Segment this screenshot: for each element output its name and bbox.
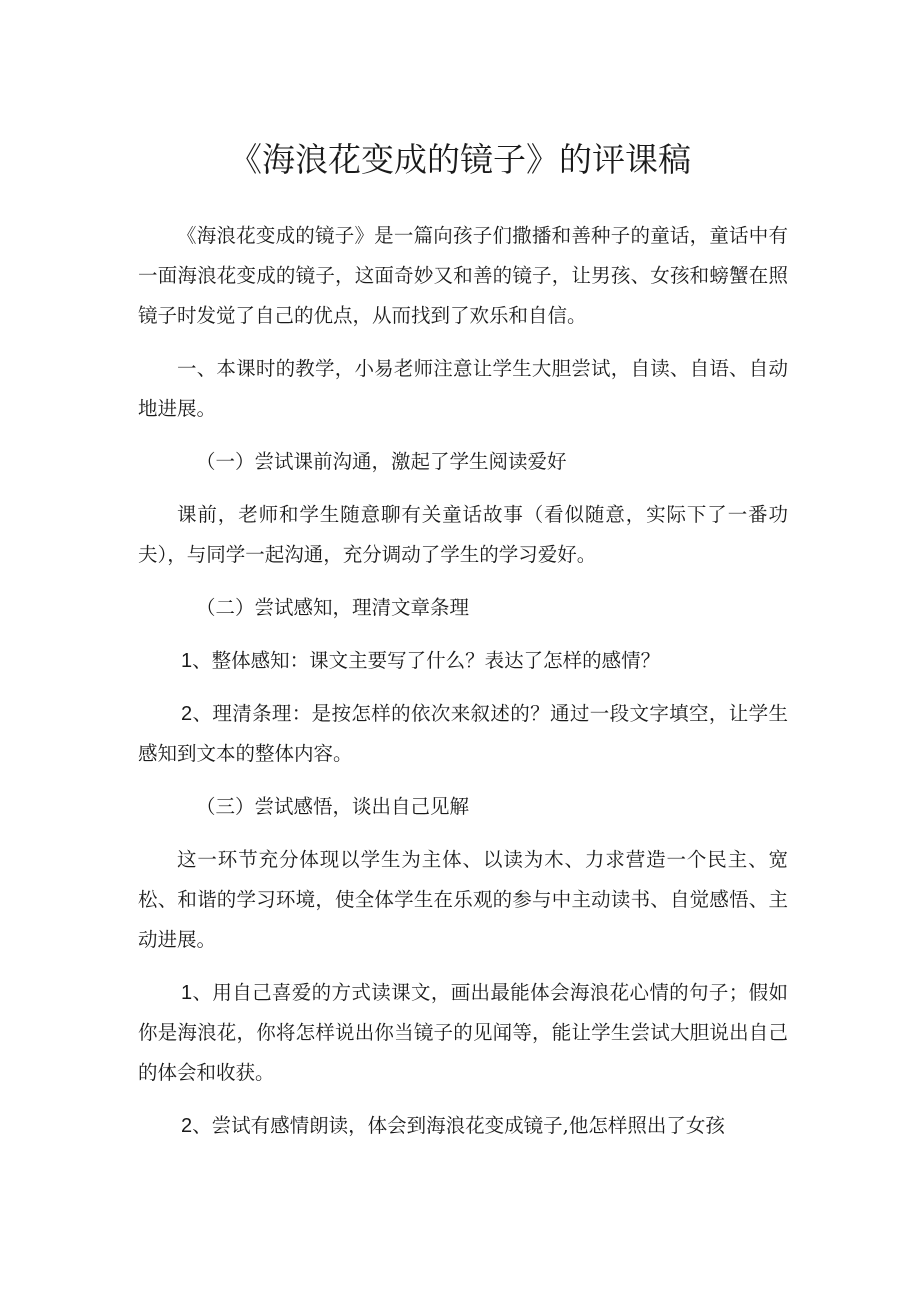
list-item-text: 、整体感知：课文主要写了什么？表达了怎样的感情？ (192, 649, 661, 672)
list-item (138, 641, 788, 681)
list-item-text: 、用自己喜爱的方式读课文，画出最能体会海浪花心情的句子；假如你是海浪花，你将怎样说出你当镜子的见闻等，能让学生尝试大胆说出自己的体会和收获。 (138, 981, 788, 1084)
list-item-number: 1 (181, 982, 193, 1004)
list-item-number: 1 (181, 650, 193, 672)
list-item-text: 、尝试有感情朗读，体会到海浪花变成镜子,他怎样照出了女孩 (192, 1114, 725, 1137)
list-item-text: 、理清条理：是按怎样的依次来叙述的？通过一段文字填空，让学生感知到文本的整体内容。 (138, 702, 788, 765)
subsection-heading-2: （二）尝试感知，理清文章条理 (196, 596, 470, 619)
list-item (138, 694, 788, 774)
list-item-number: 2 (181, 1115, 193, 1137)
document-title: 《海浪花变成的镜子》的评课稿 (229, 140, 691, 179)
body-paragraph: 课前，老师和学生随意聊有关童话故事（看似随意，实际下了一番功夫），与同学一起沟通，充分调动了学生的学习爱好。 (138, 503, 788, 566)
subsection-heading-1: （一）尝试课前沟通，激起了学生阅读爱好 (196, 450, 567, 473)
section-heading-one: 一、本课时的教学，小易老师注意让学生大胆尝试，自读、自语、自动地进展。 (138, 357, 788, 420)
list-item (138, 1106, 788, 1146)
list-item (138, 973, 788, 1093)
subsection-heading-3: （三）尝试感悟，谈出自己见解 (196, 795, 470, 818)
list-item-number: 2 (181, 703, 193, 725)
intro-paragraph: 《海浪花变成的镜子》是一篇向孩子们撒播和善种子的童话，童话中有一面海浪花变成的镜子，这面奇妙又和善的镜子，让男孩、女孩和螃蟹在照镜子时发觉了自己的优点，从而找到了欢乐和自信。 (138, 224, 788, 327)
document-body (138, 216, 788, 1159)
body-paragraph: 这一环节充分体现以学生为主体、以读为木、力求营造一个民主、宽松、和谐的学习环境，使全体学生在乐观的参与中主动读书、自觉感悟、主动进展。 (138, 848, 788, 951)
